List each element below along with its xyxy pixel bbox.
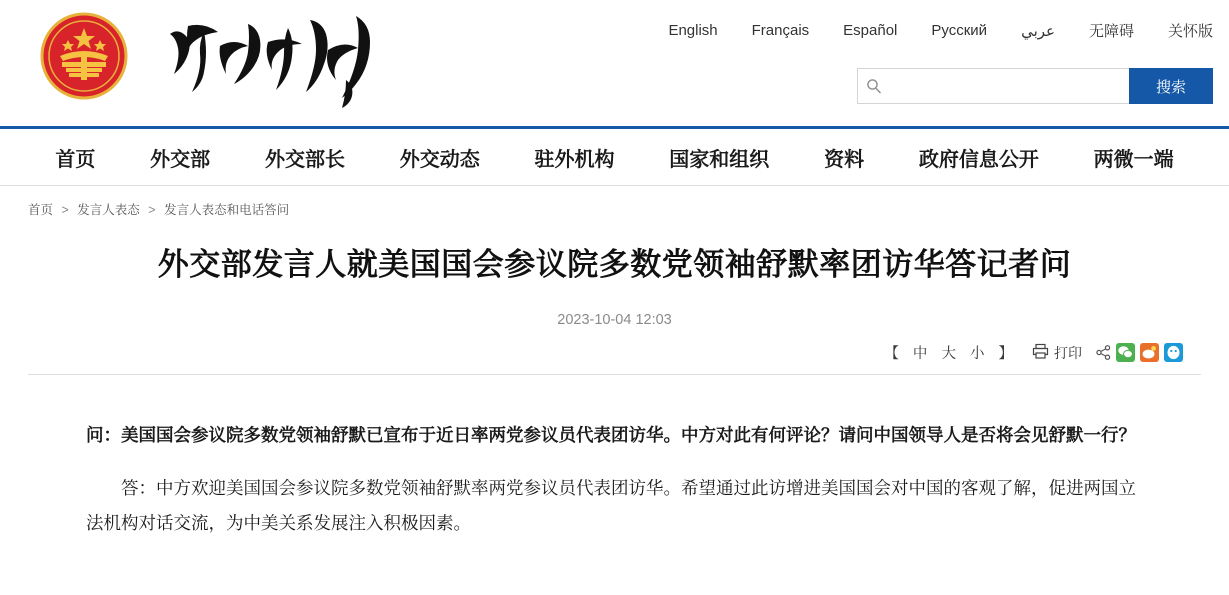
article-header: [0, 244, 1229, 328]
article-body: [0, 375, 1229, 541]
breadcrumb: [0, 186, 1229, 228]
care-version-link[interactable]: 关怀版: [1167, 23, 1213, 40]
font-size-small[interactable]: 小: [969, 346, 987, 363]
answer-text: 中方欢迎美国国会参议院多数党领袖舒默率两党参议员代表团访华。希望通过此访增进美国国会对中国的客观了解，促进两国立法机构对话交流，为中美关系发展注入积极因素。: [86, 477, 1136, 533]
nav-item-govinfo[interactable]: 政府信息公开: [918, 148, 1039, 171]
accessibility-link[interactable]: 无障碍: [1088, 23, 1134, 40]
language-bar: [651, 20, 1215, 41]
font-size-control: [881, 342, 1018, 363]
search-icon: [866, 78, 882, 94]
printer-icon: [1032, 343, 1049, 362]
nav-item-missions[interactable]: 驻外机构: [534, 148, 615, 171]
lang-francais[interactable]: Français: [751, 22, 810, 39]
question-text: 美国国会参议院多数党领袖舒默已宣布于近日率两党参议员代表团访华。中方对此有何评论？请问中国领导人是否将会见舒默一行？: [121, 425, 1136, 446]
nav-item-ministry[interactable]: 外交部: [150, 148, 211, 171]
lang-arabic[interactable]: عربي: [1021, 22, 1055, 40]
bracket-open: 【: [884, 346, 901, 363]
search-input[interactable]: [882, 70, 1129, 102]
nav-item-countries[interactable]: 国家和组织: [669, 148, 770, 171]
share-bar: [1096, 343, 1183, 362]
question-paragraph: [86, 418, 1143, 453]
search-bar: [857, 68, 1213, 104]
lang-espanol[interactable]: Español: [843, 22, 898, 39]
share-icon[interactable]: [1096, 345, 1111, 360]
main-navigation: [0, 126, 1229, 186]
breadcrumb-item-spokesperson[interactable]: 发言人表态: [77, 203, 140, 217]
nav-item-minister[interactable]: 外交部长: [264, 148, 345, 171]
breadcrumb-separator-2: >: [148, 203, 156, 217]
publish-date: 2023-10-04 12:03: [557, 311, 672, 328]
article-toolbar: [0, 328, 1229, 362]
page-title: 外交部发言人就美国国会参议院多数党领袖舒默率团访华答记者问: [157, 247, 1072, 282]
breadcrumb-item-current[interactable]: 发言人表态和电话答问: [164, 203, 290, 217]
print-button[interactable]: [1032, 343, 1082, 363]
search-input-container[interactable]: [857, 68, 1129, 104]
nav-item-home[interactable]: 首页: [55, 148, 96, 171]
nav-item-resources[interactable]: 资料: [824, 148, 865, 171]
wechat-icon[interactable]: [1116, 343, 1135, 362]
nav-item-news[interactable]: 外交动态: [399, 148, 480, 171]
breadcrumb-item-home[interactable]: 首页: [28, 203, 54, 217]
font-size-medium[interactable]: 中: [912, 346, 930, 363]
font-size-large[interactable]: 大: [941, 346, 958, 363]
print-label: 打印: [1054, 344, 1082, 361]
site-header: [0, 0, 1229, 126]
answer-paragraph: [86, 471, 1143, 541]
bracket-close: 】: [998, 346, 1015, 363]
breadcrumb-separator: >: [61, 203, 69, 217]
question-label: 问：: [86, 425, 121, 446]
nav-item-social[interactable]: 两微一端: [1093, 148, 1174, 171]
search-button[interactable]: 搜索: [1129, 68, 1213, 104]
qq-icon[interactable]: [1164, 343, 1183, 362]
weibo-icon[interactable]: [1140, 343, 1159, 362]
lang-russian[interactable]: Русский: [931, 22, 988, 39]
answer-label: 答：: [121, 477, 156, 498]
lang-english[interactable]: English: [668, 22, 718, 39]
national-emblem-icon: [38, 10, 130, 102]
ministry-logo[interactable]: [160, 6, 420, 116]
